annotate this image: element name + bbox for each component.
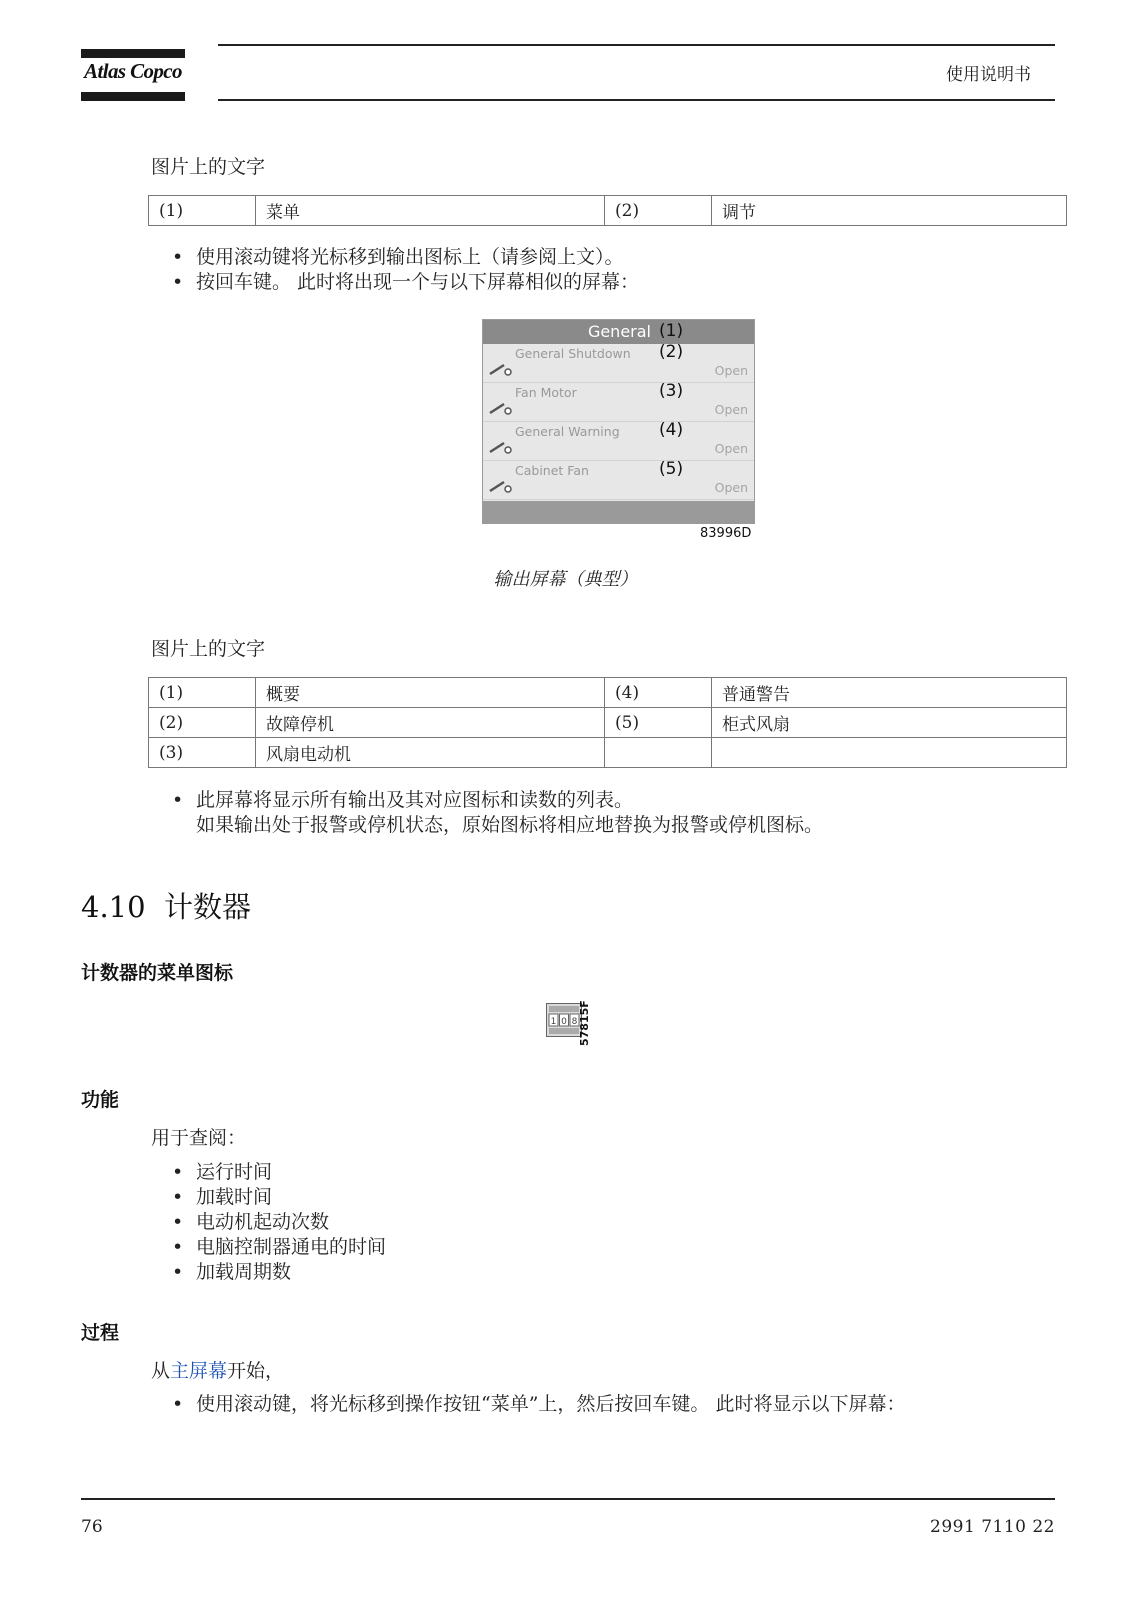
page-number: 76 — [81, 1517, 103, 1537]
legend1-table — [148, 195, 1067, 226]
legend-key: (1) — [149, 196, 256, 226]
screen-row — [483, 383, 754, 422]
list-item-text: 此屏幕将显示所有输出及其对应图标和读数的列表。 — [196, 789, 634, 811]
table-row — [149, 708, 1067, 738]
table-row — [149, 196, 1067, 226]
switch-icon — [487, 476, 513, 494]
legend-value: 柜式风扇 — [712, 708, 1067, 738]
list-item: • 电脑控制器通电的时间 — [172, 1235, 386, 1260]
instructions-list-1 — [172, 245, 639, 295]
logo-bar-top — [81, 49, 185, 58]
document-type: 使用说明书 — [946, 65, 1031, 85]
legend1-title: 图片上的文字 — [151, 156, 266, 178]
switch-icon — [487, 398, 513, 416]
instructions-list-2 — [172, 788, 823, 838]
legend2-table — [148, 677, 1067, 768]
section-name: 计数器 — [164, 890, 252, 924]
figure-caption: 输出屏幕（典型） — [493, 569, 638, 590]
logo-bar-bottom — [81, 92, 185, 101]
row-value: Open — [714, 480, 748, 495]
legend-value: 概要 — [256, 678, 605, 708]
callout-5: (5) — [659, 459, 684, 479]
function-list — [172, 1160, 386, 1285]
legend-key: (5) — [605, 708, 712, 738]
output-screen-image — [482, 319, 755, 524]
callout-4: (4) — [659, 420, 684, 440]
legend2-title: 图片上的文字 — [151, 638, 266, 660]
legend-key: (2) — [149, 708, 256, 738]
list-item: • 使用滚动键，将光标移到操作按钮“菜单”上，然后按回车键。 此时将显示以下屏幕： — [172, 1392, 905, 1417]
menu-icon-heading: 计数器的菜单图标 — [81, 962, 234, 984]
procedure-prefix: 从 — [151, 1360, 171, 1382]
procedure-intro — [151, 1356, 284, 1383]
switch-icon — [487, 437, 513, 455]
legend-value: 风扇电动机 — [256, 738, 605, 768]
callout-3: (3) — [659, 381, 684, 401]
callout-1: (1) — [659, 321, 684, 341]
header-rule-top — [218, 44, 1055, 46]
row-label: Cabinet Fan — [515, 463, 589, 478]
screen-row — [483, 422, 754, 461]
row-label: Fan Motor — [515, 385, 577, 400]
list-item: • 按回车键。 此时将出现一个与以下屏幕相似的屏幕： — [172, 270, 639, 295]
list-item: • 加载时间 — [172, 1185, 386, 1210]
legend-value: 菜单 — [256, 196, 605, 226]
row-label: General Warning — [515, 424, 620, 439]
procedure-suffix: 开始， — [227, 1360, 285, 1382]
legend-value: 故障停机 — [256, 708, 605, 738]
switch-icon — [487, 359, 513, 377]
svg-text:8: 8 — [571, 1017, 578, 1027]
row-label: General Shutdown — [515, 346, 631, 361]
image-code: 83996D — [700, 526, 752, 541]
table-row — [149, 738, 1067, 768]
row-value: Open — [714, 402, 748, 417]
main-screen-link[interactable]: 主屏幕 — [170, 1360, 228, 1382]
procedure-heading: 过程 — [81, 1322, 120, 1344]
list-item: • 运行时间 — [172, 1160, 386, 1185]
legend-key: (4) — [605, 678, 712, 708]
legend-key: (2) — [605, 196, 712, 226]
icon-code: 57815F — [578, 1000, 591, 1046]
procedure-list — [172, 1392, 905, 1417]
footer-rule — [81, 1498, 1055, 1500]
list-item: • 加载周期数 — [172, 1260, 386, 1285]
list-item: • 使用滚动键将光标移到输出图标上（请参阅上文）。 — [172, 245, 639, 270]
row-value: Open — [714, 441, 748, 456]
document-number: 2991 7110 22 — [930, 1517, 1055, 1537]
screen-title: General — [587, 322, 651, 341]
row-value: Open — [714, 363, 748, 378]
header-rule-bottom — [218, 99, 1055, 101]
legend-key — [605, 738, 712, 768]
function-intro: 用于查阅： — [151, 1127, 247, 1149]
legend-value: 调节 — [712, 196, 1067, 226]
table-row — [149, 678, 1067, 708]
counter-icon — [546, 1003, 582, 1037]
screen-row — [483, 461, 754, 500]
section-title — [81, 885, 251, 926]
legend-value — [712, 738, 1067, 768]
function-heading: 功能 — [81, 1089, 120, 1111]
brand-logo: Atlas Copco — [84, 59, 182, 83]
callout-2: (2) — [659, 342, 684, 362]
list-item — [172, 788, 823, 813]
section-number: 4.10 — [81, 890, 146, 924]
screen-row — [483, 344, 754, 383]
list-item: • 电动机起动次数 — [172, 1210, 386, 1235]
list-item-continuation: 如果输出处于报警或停机状态，原始图标将相应地替换为报警或停机图标。 — [196, 814, 824, 836]
svg-text:0: 0 — [561, 1017, 567, 1027]
legend-key: (1) — [149, 678, 256, 708]
screen-footer — [483, 501, 754, 523]
legend-value: 普通警告 — [712, 678, 1067, 708]
legend-key: (3) — [149, 738, 256, 768]
svg-text:1: 1 — [550, 1017, 557, 1027]
